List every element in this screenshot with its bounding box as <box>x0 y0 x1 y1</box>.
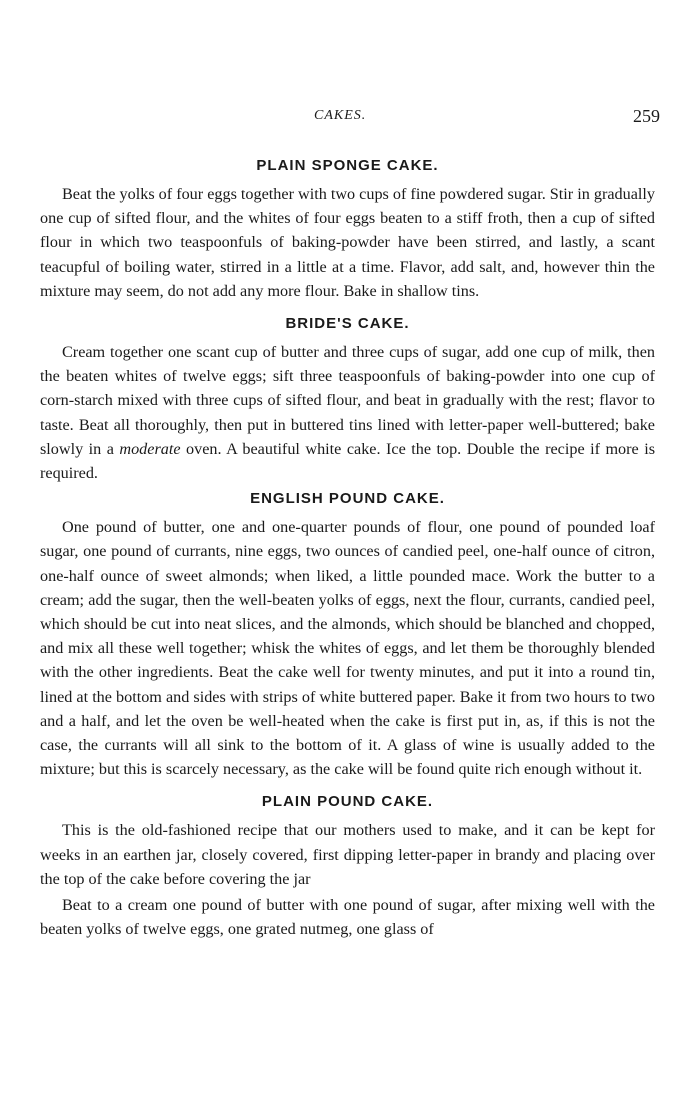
recipe-brides-cake <box>40 312 655 485</box>
recipe-title: BRIDE'S CAKE. <box>285 315 410 333</box>
recipe-text: Cream together one scant cup of butter and three cups of sugar, add one cup of milk, then the beaten whites of twelve eggs; sift three teaspoonfuls of baking-powder into one cup of corn-starch mixed with three cups of sifted flour, and beat in gradually with the rest; flavor to taste. Beat all thoroughly, then put in buttered tins lined with letter-paper well-buttered; bake slowly in a <box>40 343 655 458</box>
recipe-paragraph: One pound of butter, one and one-quarter pounds of flour, one pound of pounded loaf sugar, one pound of currants, nine eggs, two ounces of candied peel, one-half ounce of citron, one-half ounce of sweet almonds; when liked, a little pounded mace. Work the butter to a cream; add the sugar, then the well-beaten yolks of eggs, next the flour, currants, candied peel, which should be cut into neat slices, and the almonds, which should be blanched and chopped, and mix all these well together; whisk the whites of eggs, and let them be thoroughly blended with the other ingredients. Beat the cake well for twenty minutes, and put it into a round tin, lined at the bottom and sides with strips of white buttered paper. Bake it from two hours to two and a half, and let the oven be well-heated when the cake is first put in, as, if this is not the case, the currants will all sink to the bottom of it. A glass of wine is usually added to the mixture; but this is scarcely necessary, as the cake will be found quite rich enough without it. <box>40 518 655 779</box>
running-head <box>0 108 700 132</box>
recipe-paragraph: Beat the yolks of four eggs together with two cups of fine powdered sugar. Stir in gradually one cup of sifted flour, and the whites of four eggs beaten to a stiff froth, then a cup of sifted flour in which two teaspoonfuls of baking-powder have been stirred, and lastly, a scant teacupful of boiling water, stirred in a little at a time. Flavor, add salt, and, however thin the mixture may seem, do not add any more flour. Bake in shallow tins. <box>40 185 655 300</box>
recipe-paragraph: Beat to a cream one pound of butter with one pound of sugar, after mixing well with the beaten yolks of twelve eggs, one grated nutmeg, one glass of <box>40 896 655 939</box>
recipe-title: PLAIN SPONGE CAKE. <box>256 157 439 174</box>
recipe-paragraph <box>40 340 655 485</box>
page-content <box>40 154 655 950</box>
recipe-paragraph: This is the old-fashioned recipe that our mothers used to make, and it can be kept for weeks in an earthen jar, closely covered, first dipping letter-paper in brandy and placing over the top of the cake before covering the jar <box>40 821 655 888</box>
recipe-plain-sponge-cake <box>40 154 655 303</box>
page-number: 259 <box>633 106 660 126</box>
recipe-title: ENGLISH POUND CAKE. <box>250 490 445 508</box>
recipe-emphasis: moderate <box>119 439 181 458</box>
recipe-title: PLAIN POUND CAKE. <box>261 793 434 811</box>
running-title: CAKES. <box>314 108 367 123</box>
recipe-text: oven. A beautiful white cake. Ice the top. Double the recipe if more is required. <box>40 439 656 483</box>
recipe-plain-pound-cake <box>40 790 655 941</box>
recipe-english-pound-cake <box>40 487 655 781</box>
